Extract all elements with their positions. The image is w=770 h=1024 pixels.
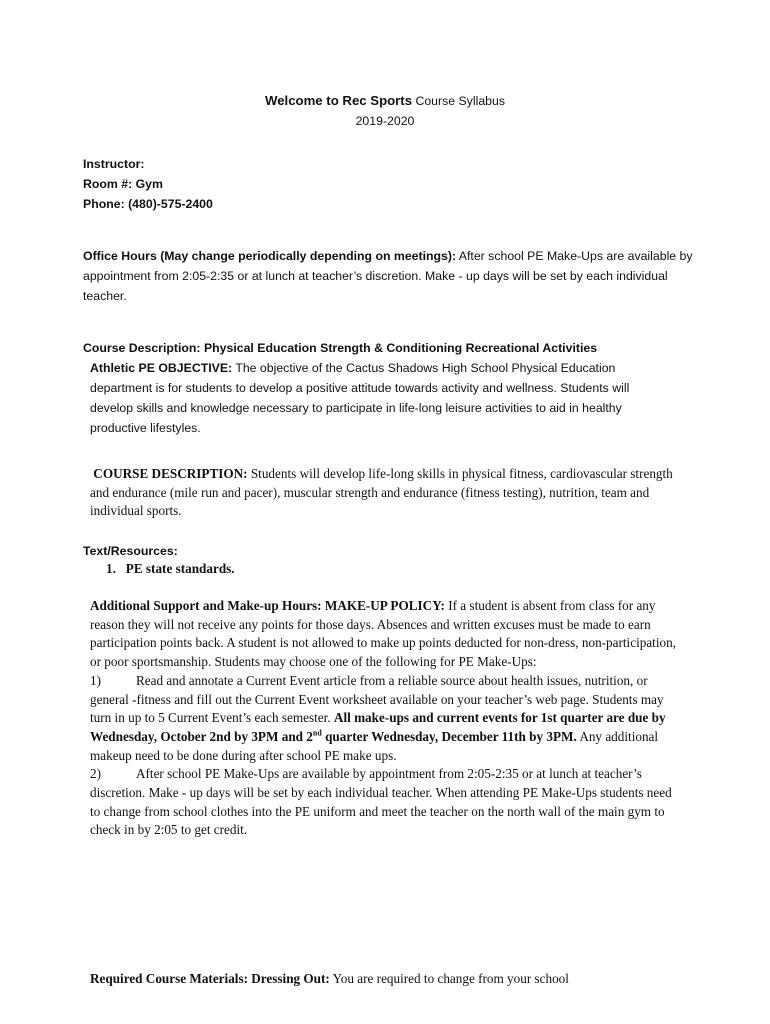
school-year: 2019-2020 xyxy=(355,114,415,128)
room-line: Room #: Gym xyxy=(83,177,163,191)
course-description-paragraph xyxy=(90,465,680,521)
makeup-policy-section xyxy=(90,597,684,840)
list-item-text: PE state standards. xyxy=(125,561,235,576)
required-materials-paragraph xyxy=(90,970,690,989)
pe-objective-label: Athletic PE OBJECTIVE: xyxy=(90,361,233,375)
course-description-label: COURSE DESCRIPTION: xyxy=(93,466,248,481)
option-1-ordinal: nd xyxy=(312,728,322,738)
required-materials-label: Required Course Materials: Dressing Out: xyxy=(90,971,330,986)
option-2-number: 2) xyxy=(90,766,101,782)
option-2-text: teacher’s discretion. Make - up days will be set by each individual teacher. When attending PE Make-Ups students need to change from school clothes into the PE uniform and meet the teacher on the north wall of the main gym to check in by 2:05 to get credit. xyxy=(90,766,672,838)
makeup-intro-text: If a student is absent from class for any reason they will not receive any points for those days. Absences and written excuses must be made to earn participation points back. A student is not allowed to make up points deducted for non-dress, non-participation, or poor sportsmanship. Students may choose one of the following for PE Make-Ups: xyxy=(90,598,676,670)
list-item-number: 1. xyxy=(106,561,116,576)
title-rest: Course Syllabus xyxy=(412,94,506,108)
office-hours-text: After school PE Make-Ups are available by appointment from 2:05-2:35 or at lunch at teacher’s discretion. Make - up days will be set by each individual teacher. xyxy=(83,249,693,303)
phone-line: Phone: (480)-575-2400 xyxy=(83,197,213,211)
page-title xyxy=(0,91,770,111)
course-description-heading: Course Description: Physical Education Strength & Conditioning Recreational Activities xyxy=(83,341,598,355)
option-1-text: nutrition, or general ‑fitness and fill out the Current Event worksheet available on your teacher’s web page. Students may turn in up to 5 Current Event’s each semester. xyxy=(90,672,664,726)
option-1-deadline: All make-ups and current events for 1st quarter are due by Wednesday, October 2nd by 3PM and 2 xyxy=(90,710,666,744)
option-1-number: 1) xyxy=(90,672,101,688)
makeup-option-1 xyxy=(90,672,684,766)
office-hours-paragraph xyxy=(83,246,708,306)
option-1-tail: Any additional makeup need to be done during after school PE make ups. xyxy=(90,728,659,763)
instructor-line: Instructor: xyxy=(83,157,145,171)
option-2-first-line: After school PE Make-Ups are available by appointment from 2:05-2:35 or at lunch at xyxy=(136,766,592,782)
makeup-intro-paragraph xyxy=(90,597,684,672)
office-hours-label: Office Hours (May change periodically depending on meetings): xyxy=(83,249,457,263)
required-materials-text: You are required to change from your school xyxy=(329,971,569,986)
option-1-first-line: Read and annotate a Current Event article from a reliable source about health issues, xyxy=(136,672,582,688)
makeup-option-2 xyxy=(90,765,684,840)
title-bold: Welcome to Rec Sports xyxy=(264,93,413,108)
pe-objective-paragraph xyxy=(90,358,650,438)
option-1-deadline-2: quarter Wednesday, December 11th by 3PM. xyxy=(321,728,577,744)
makeup-label: Additional Support and Make-up Hours: MAKE-UP POLICY: xyxy=(90,598,445,613)
pe-objective-text: The objective of the Cactus Shadows High School Physical Education department is for students to develop a positive attitude towards activity and wellness. Students will develop skills and knowledge necessary to participate in life-long leisure activities to aid in healthy productive lifestyles. xyxy=(90,361,630,435)
text-resources-heading: Text/Resources: xyxy=(83,544,178,558)
contact-block xyxy=(83,154,703,214)
title-block xyxy=(0,91,770,131)
text-resources-list-item xyxy=(106,560,506,579)
course-description-text: Students will develop life-long skills in physical fitness, cardiovascular strength and endurance (mile run and pacer), muscular strength and endurance (fitness testing), nutrition, team and individual sports. xyxy=(90,466,673,519)
